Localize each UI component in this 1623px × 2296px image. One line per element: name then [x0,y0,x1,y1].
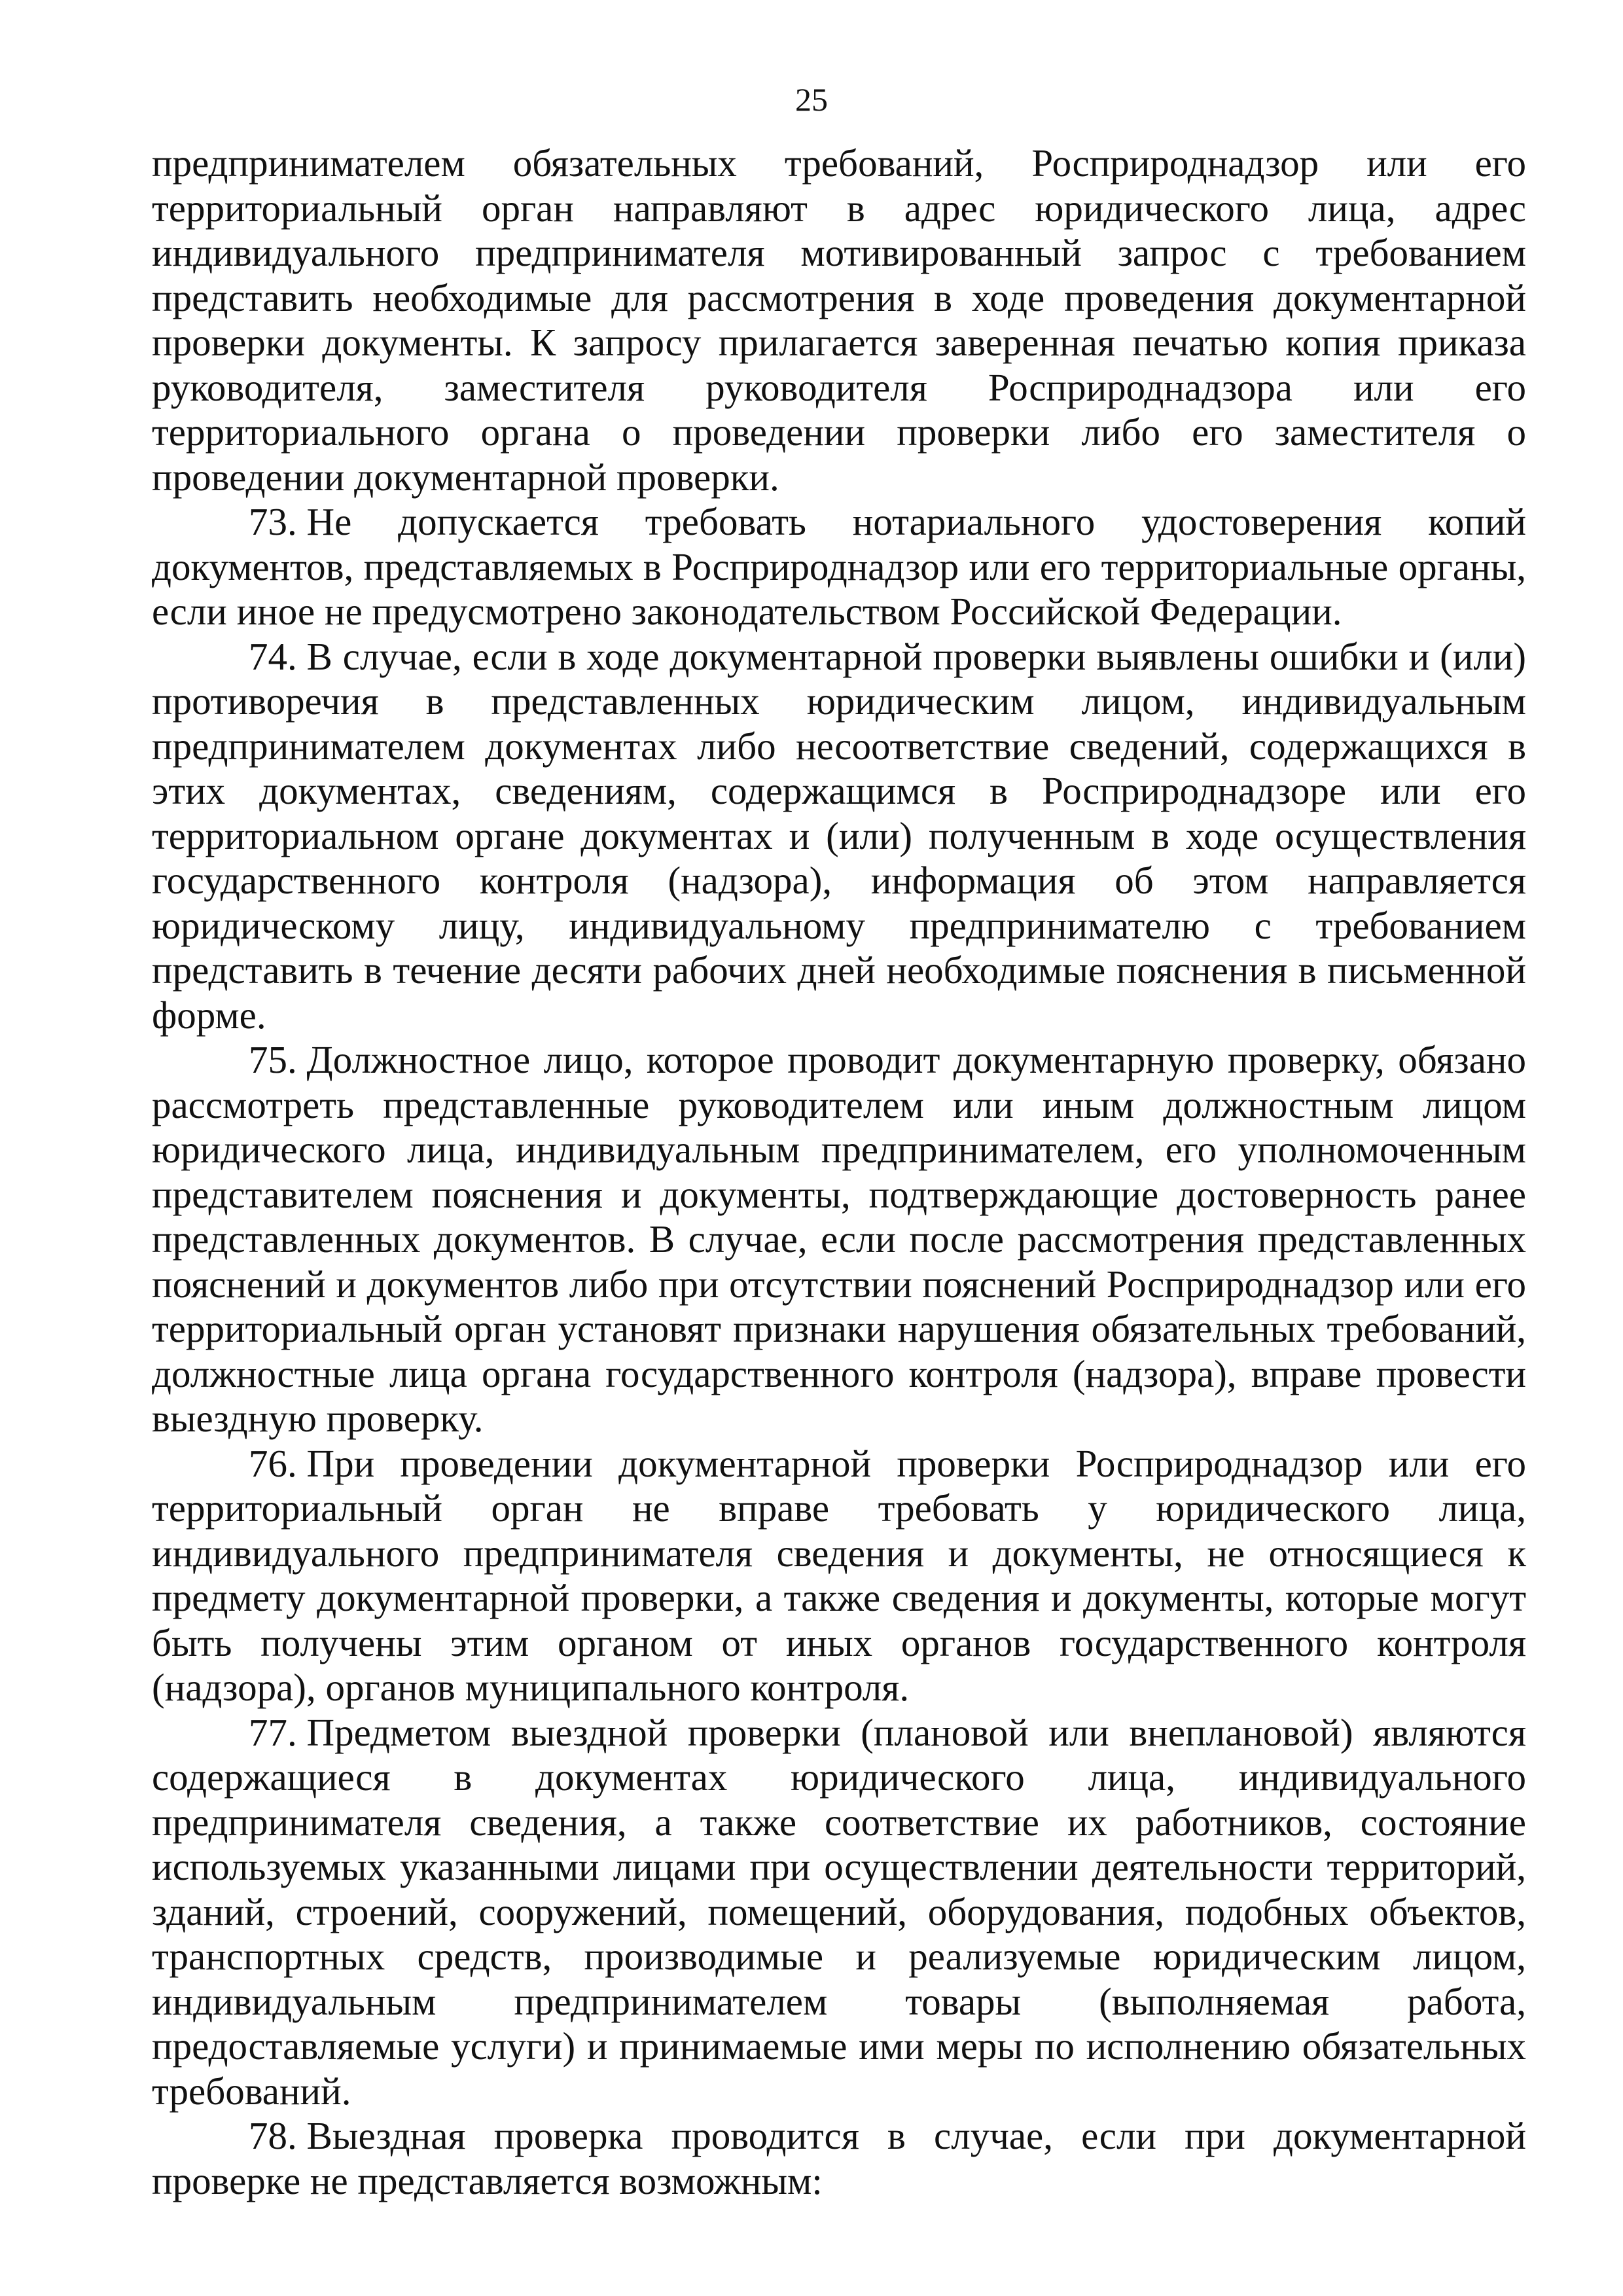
paragraph-text: В случае, если в ходе документарной проверки выявлены ошибки и (или) противоречия в представленных юридическим лицом, индивидуальным предпринимателем документах либо несоответствие сведений, содержащихся в этих документах, сведениям, содержащимся в Росприроднадзоре или его территориальном органе документах и (или) полученным в ходе осуществления государственного контроля (надзора), информация об этом направляется юридическому лицу, индивидуальному предпринимателю с требованием представить в течение десяти рабочих дней необходимые пояснения в письменной форме. [152,634,1526,1037]
paragraph-77 [152,1710,1526,2114]
paragraph-number: 74. [249,634,297,678]
paragraph-text: Не допускается требовать нотариального удостоверения копий документов, представляемых в Росприроднадзор или его территориальные органы, если иное не предусмотрено законодательством Российской Федерации. [152,500,1526,633]
paragraph-75 [152,1037,1526,1441]
paragraph-text: Должностное лицо, которое проводит документарную проверку, обязано рассмотреть представленные руководителем или иным должностным лицом юридического лица, индивидуальным предпринимателем, его уполномоченным представителем пояснения и документы, подтверждающие достоверность ранее представленных документов. В случае, если после рассмотрения представленных пояснений и документов либо при отсутствии пояснений Росприроднадзор или его территориальный орган установят признаки нарушения обязательных требований, должностные лица органа государственного контроля (надзора), вправе провести выездную проверку. [152,1038,1526,1440]
paragraph-continuation [152,141,1526,499]
document-body [152,141,1526,2203]
paragraph-text: При проведении документарной проверки Росприроднадзор или его территориальный орган не вправе требовать у юридического лица, индивидуального предпринимателя сведения и документы, не относящиеся к предмету документарной проверки, а также сведения и документы, которые могут быть получены этим органом от иных органов государственного контроля (надзора), органов муниципального контроля. [152,1441,1526,1709]
paragraph-text: Выездная проверка проводится в случае, если при документарной проверке не представляется возможным: [152,2114,1526,2202]
paragraph-74 [152,634,1526,1038]
paragraph-text: Предметом выездной проверки (плановой или внеплановой) являются содержащиеся в документах юридического лица, индивидуального предпринимателя сведения, а также соответствие их работников, состояние используемых указанными лицами при осуществлении деятельности территорий, зданий, строений, сооружений, помещений, оборудования, подобных объектов, транспортных средств, производимые и реализуемые юридическим лицом, индивидуальным предпринимателем товары (выполняемая работа, предоставляемые услуги) и принимаемые ими меры по исполнению обязательных требований. [152,1710,1526,2113]
paragraph-text: предпринимателем обязательных требований, Росприроднадзор или его территориальный орган направляют в адрес юридического лица, адрес индивидуального предпринимателя мотивированный запрос с требованием представить необходимые для рассмотрения в ходе проведения документарной проверки документы. К запросу прилагается заверенная печатью копия приказа руководителя, заместителя руководителя Росприроднадзора или его территориального органа о проведении проверки либо его заместителя о проведении документарной проверки. [152,141,1526,499]
paragraph-78 [152,2113,1526,2203]
paragraph-76 [152,1441,1526,1710]
paragraph-number: 73. [249,500,297,543]
paragraph-number: 75. [249,1038,297,1081]
paragraph-73 [152,499,1526,634]
paragraph-number: 77. [249,1710,297,1754]
page-number: 25 [795,81,828,118]
paragraph-number: 76. [249,1441,297,1485]
paragraph-number: 78. [249,2114,297,2157]
